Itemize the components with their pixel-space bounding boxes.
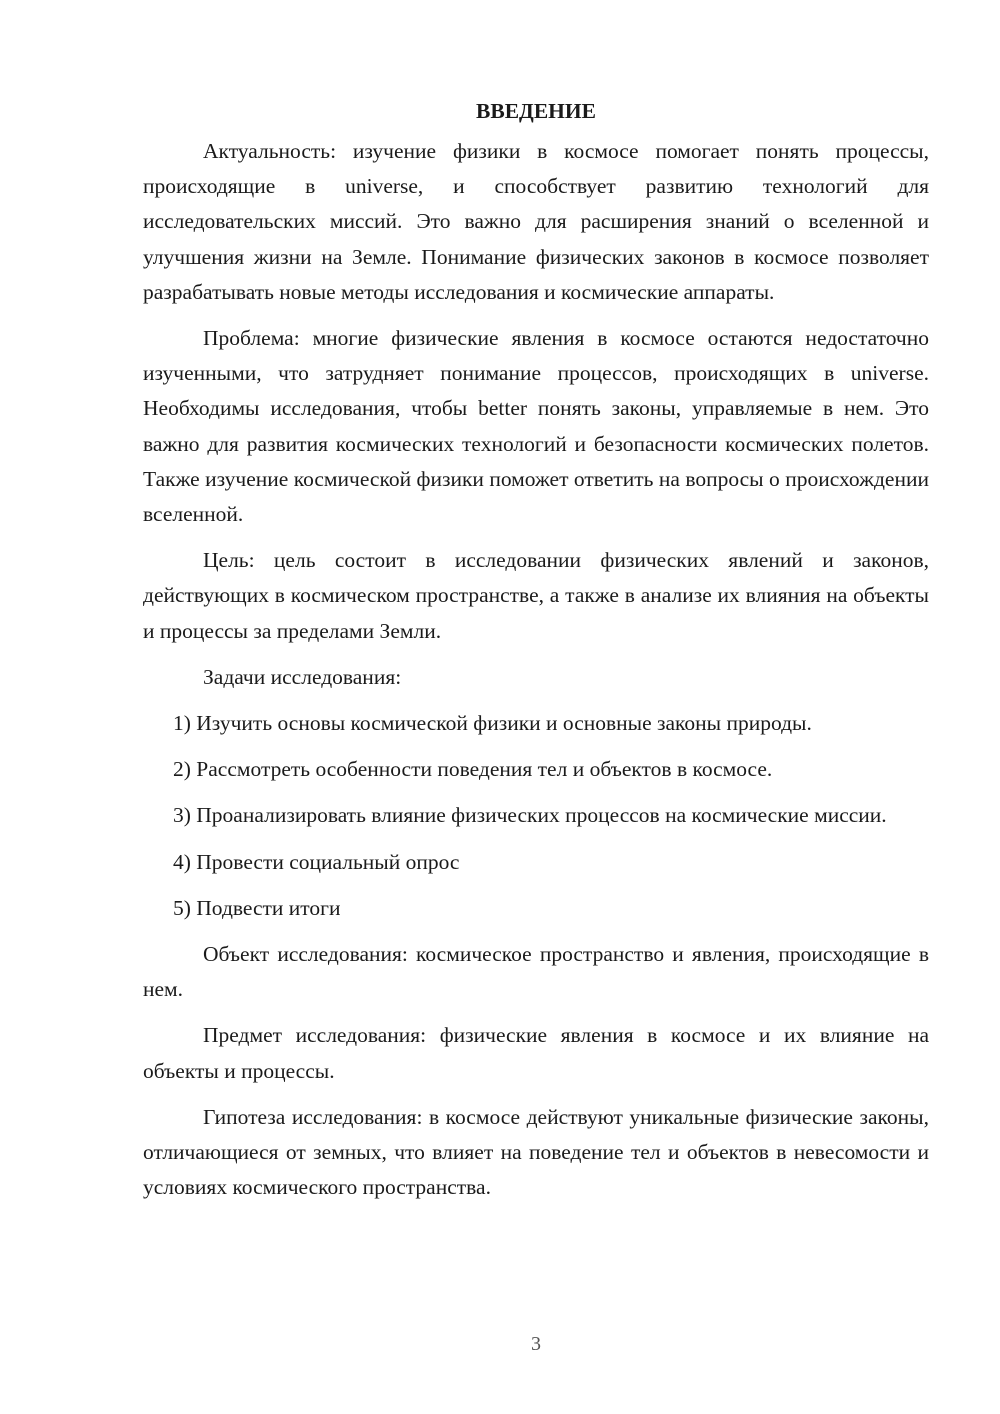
- task-item-3: 3) Проанализировать влияние физических процессов на космические миссии.: [173, 803, 887, 828]
- paragraph-relevance: Актуальность: изучение физики в космосе помогает понять процессы, происходящие в universe, и способствует развитию технологий для исследовательских миссий. Это важно для расширения знаний о вселенной и улучшения жизни на Земле. Понимание физических законов в космосе позволяет разрабатывать новые методы исследования и космические аппараты.: [143, 139, 929, 304]
- tasks-heading: Задачи исследования:: [203, 664, 402, 689]
- page-number: 3: [531, 1333, 541, 1355]
- page-title: ВВЕДЕНИЕ: [476, 99, 596, 123]
- paragraph-object: Объект исследования: космическое пространство и явления, происходящие в нем.: [143, 942, 929, 1002]
- task-item-1: 1) Изучить основы космической физики и основные законы природы.: [173, 711, 812, 736]
- paragraph-goal: Цель: цель состоит в исследовании физических явлений и законов, действующих в космическом пространстве, а также в анализе их влияния на объекты и процессы за пределами Земли.: [143, 548, 929, 643]
- task-item-2: 2) Рассмотреть особенности поведения тел и объектов в космосе.: [173, 757, 773, 782]
- paragraph-hypothesis: Гипотеза исследования: в космосе действуют уникальные физические законы, отличающиеся от земных, что влияет на поведение тел и объектов в невесомости и условиях космического пространства.: [143, 1104, 929, 1200]
- page-content: [143, 96, 929, 1216]
- paragraph-subject: Предмет исследования: физические явления в космосе и их влияние на объекты и процессы.: [143, 1023, 929, 1083]
- task-item-5: 5) Подвести итоги: [173, 895, 341, 920]
- task-item-4: 4) Провести социальный опрос: [173, 849, 460, 874]
- paragraph-problem: Проблема: многие физические явления в космосе остаются недостаточно изученными, что затрудняет понимание процессов, происходящих в universe. Необходимы исследования, чтобы better понять законы, управляемые в нем. Это важно для развития космических технологий и безопасности космических полетов. Также изучение космической физики поможет ответить на вопросы о происхождении вселенной.: [143, 326, 929, 527]
